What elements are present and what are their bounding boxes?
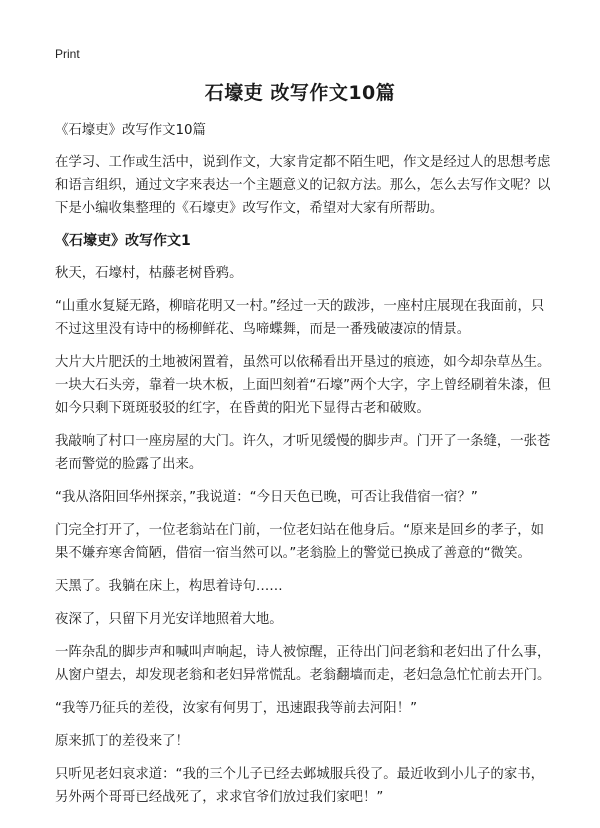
story-paragraph: 一阵杂乱的脚步声和喊叫声响起，诗人被惊醒，正待出门问老翁和老妇出了什么事，从窗户望去，却发现老翁和老妇异常慌乱。老翁翻墙而走，老妇急急忙忙前去开门。 (55, 645, 551, 683)
story-paragraph: “我从洛阳回华州探亲，”我说道：“今日天色已晚，可否让我借宿一宿？” (55, 490, 478, 505)
story-paragraph: “我等乃征兵的差役，汝家有何男丁，迅速跟我等前去河阳！” (55, 701, 418, 716)
page-title: 石壕吏 改写作文10篇 (204, 82, 396, 104)
article-body (55, 119, 555, 819)
story-paragraph: “山重水复疑无路，柳暗花明又一村。”经过一天的跋涉，一座村庄展现在我面前，只不过这里没有诗中的杨柳鲜花、鸟啼蝶舞，而是一番残破凄凉的情景。 (55, 299, 545, 337)
section-heading: 《石壕吏》改写作文1 (55, 233, 191, 249)
story-paragraph: 秋天，石壕村，枯藤老树昏鸦。 (55, 266, 243, 281)
story-paragraph: 大片大片肥沃的土地被闲置着，虽然可以依稀看出开垦过的痕迹，如今却杂草丛生。一块大石头旁，靠着一块木板，上面凹刻着“石壕”两个大字，字上曾经刷着朱漆，但如今只剩下斑斑驳驳的红字，在昏黄的阳光下显得古老和破败。 (55, 355, 551, 416)
story-paragraph: 夜深了，只留下月光安详地照着大地。 (55, 612, 283, 627)
story-paragraph: 天黑了。我躺在床上，构思着诗句…… (55, 579, 283, 594)
story-paragraph: 我敲响了村口一座房屋的大门。许久，才听见缓慢的脚步声。门开了一条缝，一张苍老而警觉的脸露了出来。 (55, 434, 551, 472)
article-subtitle: 《石壕吏》改写作文10篇 (55, 123, 206, 138)
intro-paragraph: 在学习、工作或生活中，说到作文，大家肯定都不陌生吧，作文是经过人的思想考虑和语言组织，通过文字来表达一个主题意义的记叙方法。那么，怎么去写作文呢？以下是小编收集整理的《石壕吏》改写作文，希望对大家有所帮助。 (55, 155, 551, 216)
story-paragraph: 门完全打开了，一位老翁站在门前，一位老妇站在他身后。“原来是回乡的孝子，如果不嫌弃寒舍简陋，借宿一宿当然可以。”老翁脸上的警觉已换成了善意的“微笑。 (55, 523, 544, 561)
story-paragraph: 只听见老妇哀求道：“我的三个儿子已经去邺城服兵役了。最近收到小儿子的家书，另外两个哥哥已经战死了，求求官爷们放过我们家吧！” (55, 767, 544, 805)
print-label: Print (55, 47, 80, 61)
story-paragraph: 原来抓丁的差役来了！ (55, 734, 189, 749)
